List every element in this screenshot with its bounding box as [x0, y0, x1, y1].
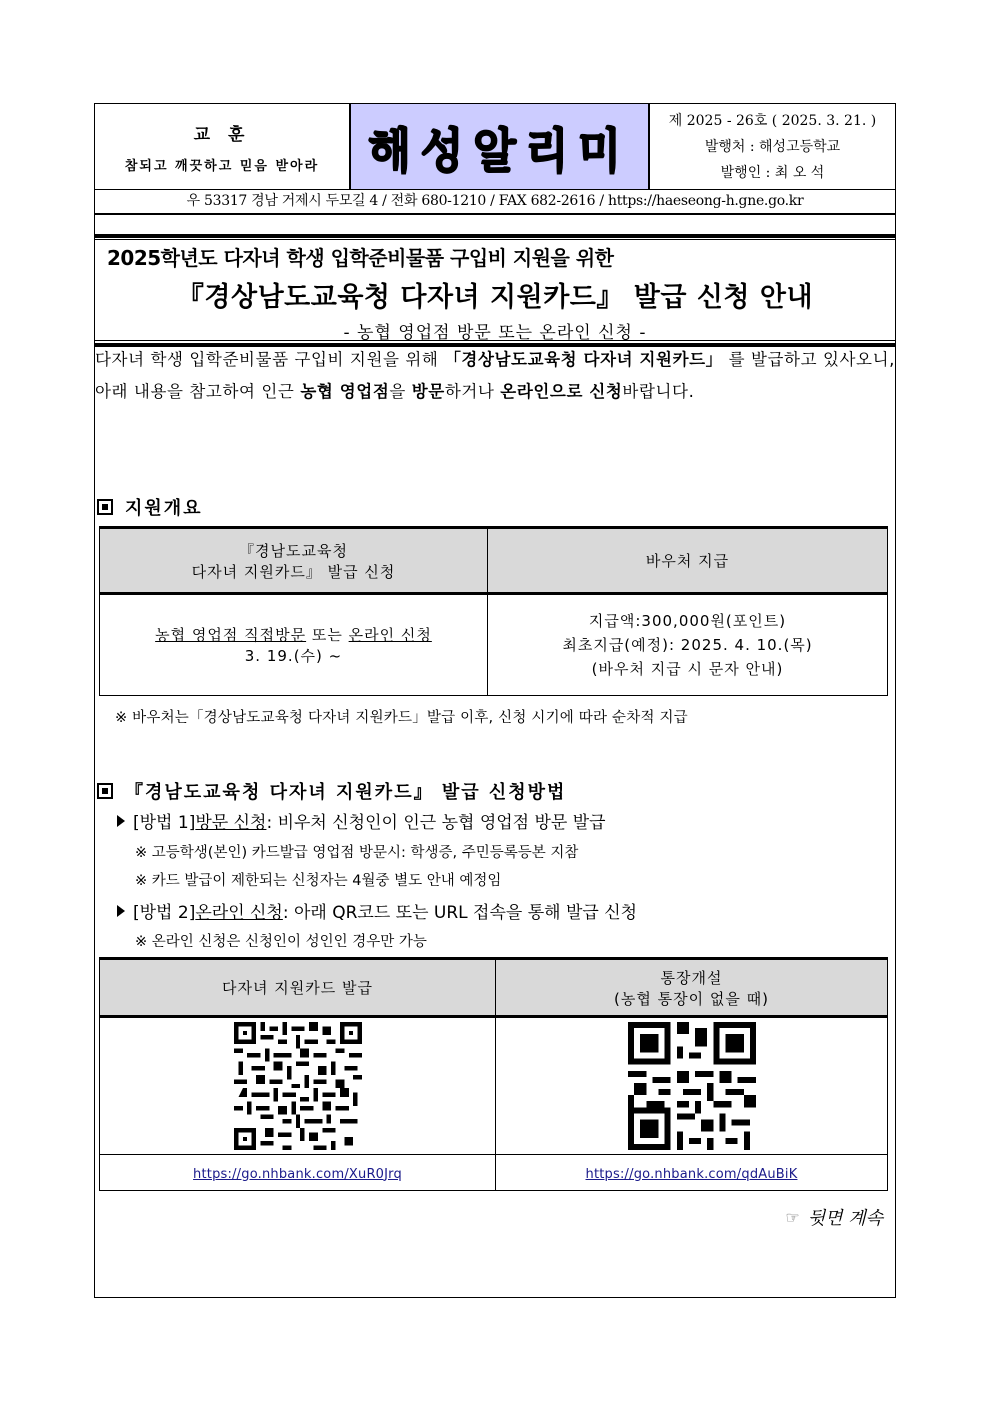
qr-url-cell-account [496, 1155, 888, 1191]
issue-number: 제 2025 - 26호 ( 2025. 3. 21. ) [668, 112, 877, 129]
overview-header-voucher: 바우처 지급 [488, 528, 888, 594]
qr-code-icon[interactable] [233, 1022, 363, 1150]
triangle-bullet-icon [117, 905, 125, 917]
overview-table [99, 526, 888, 696]
issue-info [650, 104, 895, 189]
newsletter-brand [351, 104, 650, 189]
title-rule-top-thin [95, 239, 895, 240]
pointing-hand-icon: ☞ [785, 1207, 800, 1227]
overview-footnote: ※ 바우처는「경상남도교육청 다자녀 지원카드」발급 이후, 신청 시기에 따라 순차적 지급 [115, 710, 688, 726]
qr-cell-account [496, 1017, 888, 1155]
qr-url-cell-card [100, 1155, 496, 1191]
account-open-link[interactable]: https://go.nhbank.com/qdAuBiK [585, 1166, 798, 1182]
square-bullet-icon [97, 499, 113, 515]
page-title: 『경상남도교육청 다자녀 지원카드』 발급 신청 안내 [176, 282, 814, 313]
method-1-note-1: ※ 고등학생(본인) 카드발급 영업점 방문시: 학생증, 주민등록등본 지참 [135, 845, 579, 861]
card-issue-link[interactable]: https://go.nhbank.com/XuR0Jrq [193, 1166, 402, 1182]
continued-on-back: ☞ 뒷면 계속 [785, 1207, 883, 1229]
method-2: [방법 2] 온라인 신청 : 아래 QR코드 또는 URL 접속을 통해 발급 신청 [117, 898, 637, 923]
qr-cell-card [100, 1017, 496, 1155]
qr-header-account: 통장개설 (농협 통장이 없을 때) [496, 959, 888, 1017]
method-2-note: ※ 온라인 신청은 신청인이 성인인 경우만 가능 [135, 934, 427, 950]
triangle-bullet-icon [117, 815, 125, 827]
school-address: 우 53317 경남 거제시 두모길 4 / 전화 680-1210 / FAX 682-2616 / https://haeseong-h.gne.go.kr [95, 189, 895, 215]
intro-paragraph: 다자녀 학생 입학준비물품 구입비 지원을 위해 「경상남도교육청 다자녀 지원카드」 를 발급하고 있사오니, 아래 내용을 참고하여 인근 농협 영업점을 방문하거나 온라인으로 신청바랍니다. [95, 350, 895, 401]
brand-title: 해성알리미 [368, 123, 631, 179]
method-1-note-2: ※ 카드 발급이 제한되는 신청자는 4월중 별도 안내 예정임 [135, 873, 502, 889]
motto-text: 참되고 깨끗하고 믿음 받아라 [124, 158, 320, 174]
overview-header-apply: 『경남도교육청 다자녀 지원카드』 발급 신청 [100, 528, 488, 594]
qr-table [99, 957, 888, 1191]
motto-title: 교 훈 [193, 124, 251, 145]
school-motto [95, 104, 351, 189]
masthead [95, 104, 895, 190]
newsletter-page [94, 103, 896, 1298]
title-rule-top [95, 234, 895, 238]
qr-header-card: 다자녀 지원카드 발급 [100, 959, 496, 1017]
section-heading-overview: 지원개요 [97, 494, 203, 520]
issuer: 발행인 : 최 오 석 [720, 164, 825, 181]
qr-code-icon[interactable] [627, 1022, 757, 1150]
overview-voucher-details: 지급액:300,000원(포인트) 최초지급(예정): 2025. 4. 10.(목) (바우처 지급 시 문자 안내) [488, 594, 888, 696]
method-1: [방법 1] 방문 신청 : 비우처 신청인이 인근 농협 영업점 방문 발급 [117, 808, 606, 833]
title-subtitle: 2025학년도 다자녀 학생 입학준비물품 구입비 지원을 위한 [107, 246, 614, 270]
section-heading-method: 『경남도교육청 다자녀 지원카드』 발급 신청방법 [97, 778, 566, 804]
publisher: 발행처 : 해성고등학교 [704, 138, 841, 155]
title-rule-bottom-thin [95, 340, 895, 341]
square-bullet-icon [97, 783, 113, 799]
overview-apply-method: 농협 영업점 직접방문 또는 온라인 신청 3. 19.(수) ~ [100, 594, 488, 696]
title-note: - 농협 영업점 방문 또는 온라인 신청 - [343, 323, 647, 343]
